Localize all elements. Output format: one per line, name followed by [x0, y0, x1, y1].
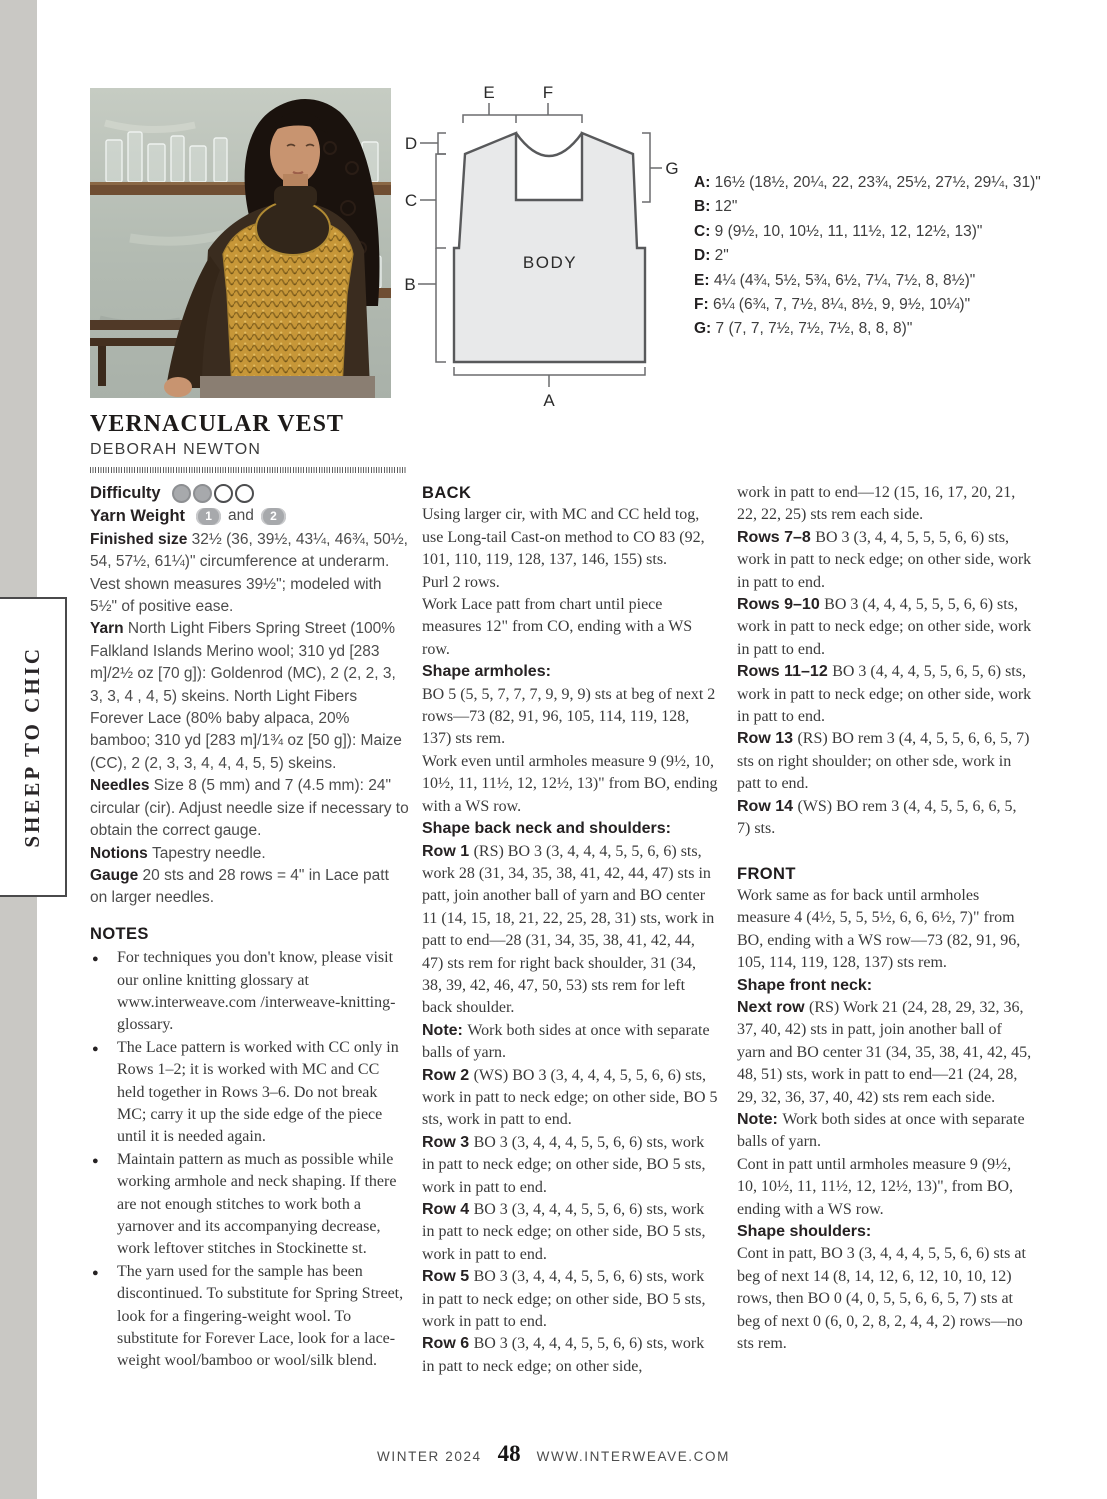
notes-list	[90, 947, 410, 1373]
dim-label-b: B	[404, 275, 416, 294]
difficulty-label: Difficulty	[90, 484, 161, 502]
note-item: ● Maintain pattern as much as possible while working armhole and neck shaping. If there are not enough stitches to work both a yarnover and its accompanying decrease, work leftover stitches in Stockinette st.	[90, 1149, 410, 1261]
back-continued-paragraphs	[737, 482, 1033, 841]
spec-item: Finished size 32½ (36, 39½, 43¼, 46¾, 50½, 54, 57½, 61¼)" circumference at underarm. Vest shown measures 39½"; modeled with 5½" of positive ease.	[90, 530, 408, 616]
front-paragraphs	[737, 885, 1033, 1356]
spec-column	[90, 482, 410, 1373]
instruction-paragraph: Row 6 BO 3 (3, 4, 4, 4, 5, 5, 6, 6) sts, work in patt to neck edge; on other side,	[422, 1335, 705, 1375]
spec-item: Gauge 20 sts and 28 rows = 4" in Lace patt on larger needles.	[90, 866, 389, 907]
dim-label-d: D	[404, 134, 418, 153]
back-paragraphs	[422, 504, 718, 1378]
instruction-paragraph: Row 2 (WS) BO 3 (3, 4, 4, 4, 5, 5, 6, 6) sts, work in patt to neck edge; on other side, BO 5 sts, work in patt to end.	[422, 1066, 718, 1129]
note-item: ● For techniques you don't know, please visit our online knitting glossary at www.interweave.com /interweave-knitting-glossary.	[90, 947, 410, 1037]
designer-byline: DEBORAH NEWTON	[90, 441, 262, 458]
measurement-line: C: 9 (9½, 10, 10½, 11, 11½, 12, 12½, 13)"	[694, 222, 983, 240]
yarn-weight-label: Yarn Weight	[90, 507, 186, 526]
instruction-paragraph: Cont in patt until armholes measure 9 (9½, 10, 10½, 11, 11½, 12, 12½, 13)", from BO, ending with a WS row.	[737, 1155, 1013, 1218]
pattern-title: VERNACULAR VEST	[90, 411, 344, 437]
dim-label-g: G	[665, 159, 679, 178]
measurement-line: E: 4¼ (4¾, 5½, 5¾, 6½, 7¼, 7½, 8, 8½)"	[694, 271, 976, 289]
difficulty-dot	[172, 484, 191, 503]
instruction-paragraph: Next row (RS) Work 21 (24, 28, 29, 32, 36, 37, 40, 42) sts in patt, join another ball of yarn and BO center 31 (34, 35, 38, 41, 42, 45, 48, 51) sts, work in patt to end—21 (24, 28, 29, 32, 36, 37, 40, 42) sts rem each side.	[737, 998, 1032, 1106]
instruction-paragraph: Row 5 BO 3 (3, 4, 4, 4, 5, 5, 6, 6) sts, work in patt to neck edge; on other side, BO 5 sts, work in patt to end.	[422, 1268, 706, 1331]
instruction-paragraph: Note: Work both sides at once with separate balls of yarn.	[737, 1110, 1025, 1151]
front-heading: FRONT	[737, 864, 796, 883]
spec-item: Needles Size 8 (5 mm) and 7 (4.5 mm): 24" circular (cir). Adjust needle size if necessary to obtain the correct gauge.	[90, 777, 409, 840]
instruction-paragraph: Shape armholes:	[422, 663, 551, 681]
yarn-weight-1-icon: 1	[196, 508, 221, 525]
schematic-diagram	[400, 80, 690, 410]
section-tab-label: SHEEP TO CHIC	[19, 646, 44, 848]
yarn-weight-conjunction: and	[228, 507, 254, 525]
instruction-paragraph: Row 14 (WS) BO rem 3 (4, 4, 5, 5, 6, 6, 5, 7) sts.	[737, 797, 1017, 838]
footer-page-number: 48	[497, 1441, 521, 1466]
dim-label-f: F	[542, 83, 554, 102]
schematic-body-label: BODY	[522, 253, 578, 272]
footer-website: WWW.INTERWEAVE.COM	[536, 1449, 730, 1464]
note-item: ● The yarn used for the sample has been discontinued. To substitute for Spring Street, look for a fingering-weight wool. To substitute for Forever Lace, look for a lace-weight wool/bamboo or wool/silk blend.	[90, 1261, 410, 1373]
instruction-paragraph: Work same as for back until armholes measure 4 (4½, 5, 5, 5½, 6, 6, 6½, 7)" from BO, ending with a WS row—73 (82, 91, 96, 105, 114, 119, 128, 137) sts rem.	[737, 886, 1021, 972]
yarn-weight-row	[90, 505, 410, 527]
dim-label-e: E	[483, 83, 495, 102]
measurement-line: F: 6¼ (6¾, 7, 7½, 8¼, 8½, 9, 9½, 10¼)"	[694, 296, 971, 314]
spec-item: Yarn North Light Fibers Spring Street (100% Falkland Islands Merino wool; 310 yd [283 m]/2½ oz [70 g]): Goldenrod (MC), 2 (2, 2, 3, 3, 3, 4 , 4, 5) skeins. North Light Fibers Forever Lace (80% baby alpaca, 20% bamboo; 310 yd [283 m]/1¾ oz [50 g]): Maize (CC), 2 (2, 3, 3, 4, 4, 4, 5, 5) skeins.	[90, 620, 402, 772]
difficulty-dot	[235, 484, 254, 503]
page-footer	[0, 1441, 1107, 1467]
instruction-paragraph: Row 13 (RS) BO rem 3 (4, 4, 5, 5, 6, 6, 5, 7) sts on right shoulder; on other sde, work in patt to end.	[737, 730, 1030, 793]
notes-heading: NOTES	[90, 924, 149, 943]
instruction-paragraph: Using larger cir, with MC and CC held tog, use Long-tail Cast-on method to CO 83 (92, 101, 110, 119, 128, 137, 146, 155) sts.	[422, 506, 705, 569]
measurement-line: D: 2"	[694, 247, 729, 265]
instruction-paragraph: Row 1 (RS) BO 3 (3, 4, 4, 4, 5, 5, 6, 6) sts, work 28 (31, 34, 35, 38, 41, 42, 44, 47) sts in patt, join another ball of yarn and BO center 11 (14, 15, 18, 21, 22, 25, 28, 31) sts, work in patt to end—28 (31, 34, 35, 38, 41, 42, 44, 47) sts rem for right back shoulder, 31 (34, 38, 39, 42, 46, 47, 50, 53) sts rem for left back shoulder.	[422, 842, 715, 1017]
yarn-weight-2-icon: 2	[261, 508, 286, 525]
vest-outline	[454, 133, 645, 362]
instruction-paragraph: Rows 11–12 BO 3 (4, 4, 4, 5, 5, 6, 5, 6) sts, work in patt to neck edge; on other side, work in patt to end.	[737, 663, 1032, 726]
model-photo	[90, 88, 391, 398]
instruction-paragraph: Rows 9–10 BO 3 (4, 4, 4, 5, 5, 5, 6, 6) sts, work in patt to neck edge; on other side, work in patt to end.	[737, 596, 1032, 658]
instruction-paragraph: Row 3 BO 3 (3, 4, 4, 4, 5, 5, 6, 6) sts, work in patt to neck edge; on other side, BO 5 sts, work in patt to end.	[422, 1133, 706, 1196]
difficulty-dot	[214, 484, 233, 503]
instruction-paragraph: Purl 2 rows.	[422, 573, 500, 591]
instruction-paragraph: Shape shoulders:	[737, 1223, 872, 1240]
difficulty-dot	[193, 484, 212, 503]
instruction-paragraph: Rows 7–8 BO 3 (3, 4, 4, 5, 5, 5, 6, 6) sts, work in patt to neck edge; on other side, work in patt to end.	[737, 528, 1032, 591]
dim-label-c: C	[404, 191, 418, 210]
section-tab	[0, 597, 67, 897]
note-item: ● The Lace pattern is worked with CC only in Rows 1–2; it is worked with MC and CC held together in Rows 3–6. Do not break MC; carry it up the side edge of the piece until it is needed again.	[90, 1037, 410, 1149]
instruction-paragraph: BO 5 (5, 5, 7, 7, 7, 9, 9, 9) sts at beg of next 2 rows—73 (82, 91, 96, 105, 114, 119, 128, 137) sts rem.	[422, 685, 716, 748]
instructions-column-back	[422, 482, 718, 1378]
instruction-paragraph: Work Lace patt from chart until piece measures 12" from CO, ending with a WS row.	[422, 596, 693, 658]
spec-list	[90, 529, 410, 910]
dim-label-a: A	[543, 391, 555, 410]
difficulty-row	[90, 482, 410, 504]
schematic-measurements	[694, 171, 1041, 342]
instruction-paragraph: Shape front neck:	[737, 976, 873, 994]
instruction-paragraph: Work even until armholes measure 9 (9½, 10, 10½, 11, 11½, 12, 12½, 13)" from BO, ending with a WS row.	[422, 752, 718, 815]
measurement-line: A: 16½ (18½, 20¼, 22, 23¾, 25½, 27½, 29¼, 31)"	[694, 174, 1041, 191]
footer-season: WINTER 2024	[377, 1449, 482, 1464]
instruction-paragraph: Shape back neck and shoulders:	[422, 820, 671, 838]
back-heading: BACK	[422, 484, 472, 502]
hatched-divider	[90, 467, 406, 473]
instruction-paragraph: Note: Work both sides at once with separate balls of yarn.	[422, 1021, 710, 1062]
measurement-line: G: 7 (7, 7, 7½, 7½, 7½, 8, 8, 8)"	[694, 320, 913, 338]
instructions-column-front	[737, 482, 1033, 1355]
front-neck-curve	[516, 133, 582, 156]
measurement-line: B: 12"	[694, 198, 738, 216]
model-photo-illustration	[90, 88, 391, 398]
difficulty-dots	[172, 484, 256, 503]
instruction-paragraph: Row 4 BO 3 (3, 4, 4, 4, 5, 5, 6, 6) sts, work in patt to neck edge; on other side, BO 5 sts, work in patt to end.	[422, 1201, 706, 1263]
instruction-paragraph: Cont in patt, BO 3 (3, 4, 4, 4, 5, 5, 6, 6) sts at beg of next 14 (8, 14, 12, 6, 12, 10, 10, 12) rows, then BO 0 (4, 0, 5, 5, 6, 6, 5, 7) sts at beg of next 0 (6, 0, 2, 8, 2, 4, 4, 2) rows—no sts rem.	[737, 1245, 1026, 1353]
spec-item: Notions Tapestry needle.	[90, 844, 266, 862]
instruction-paragraph: work in patt to end—12 (15, 16, 17, 20, 21, 22, 22, 25) sts rem each side.	[737, 484, 1016, 524]
